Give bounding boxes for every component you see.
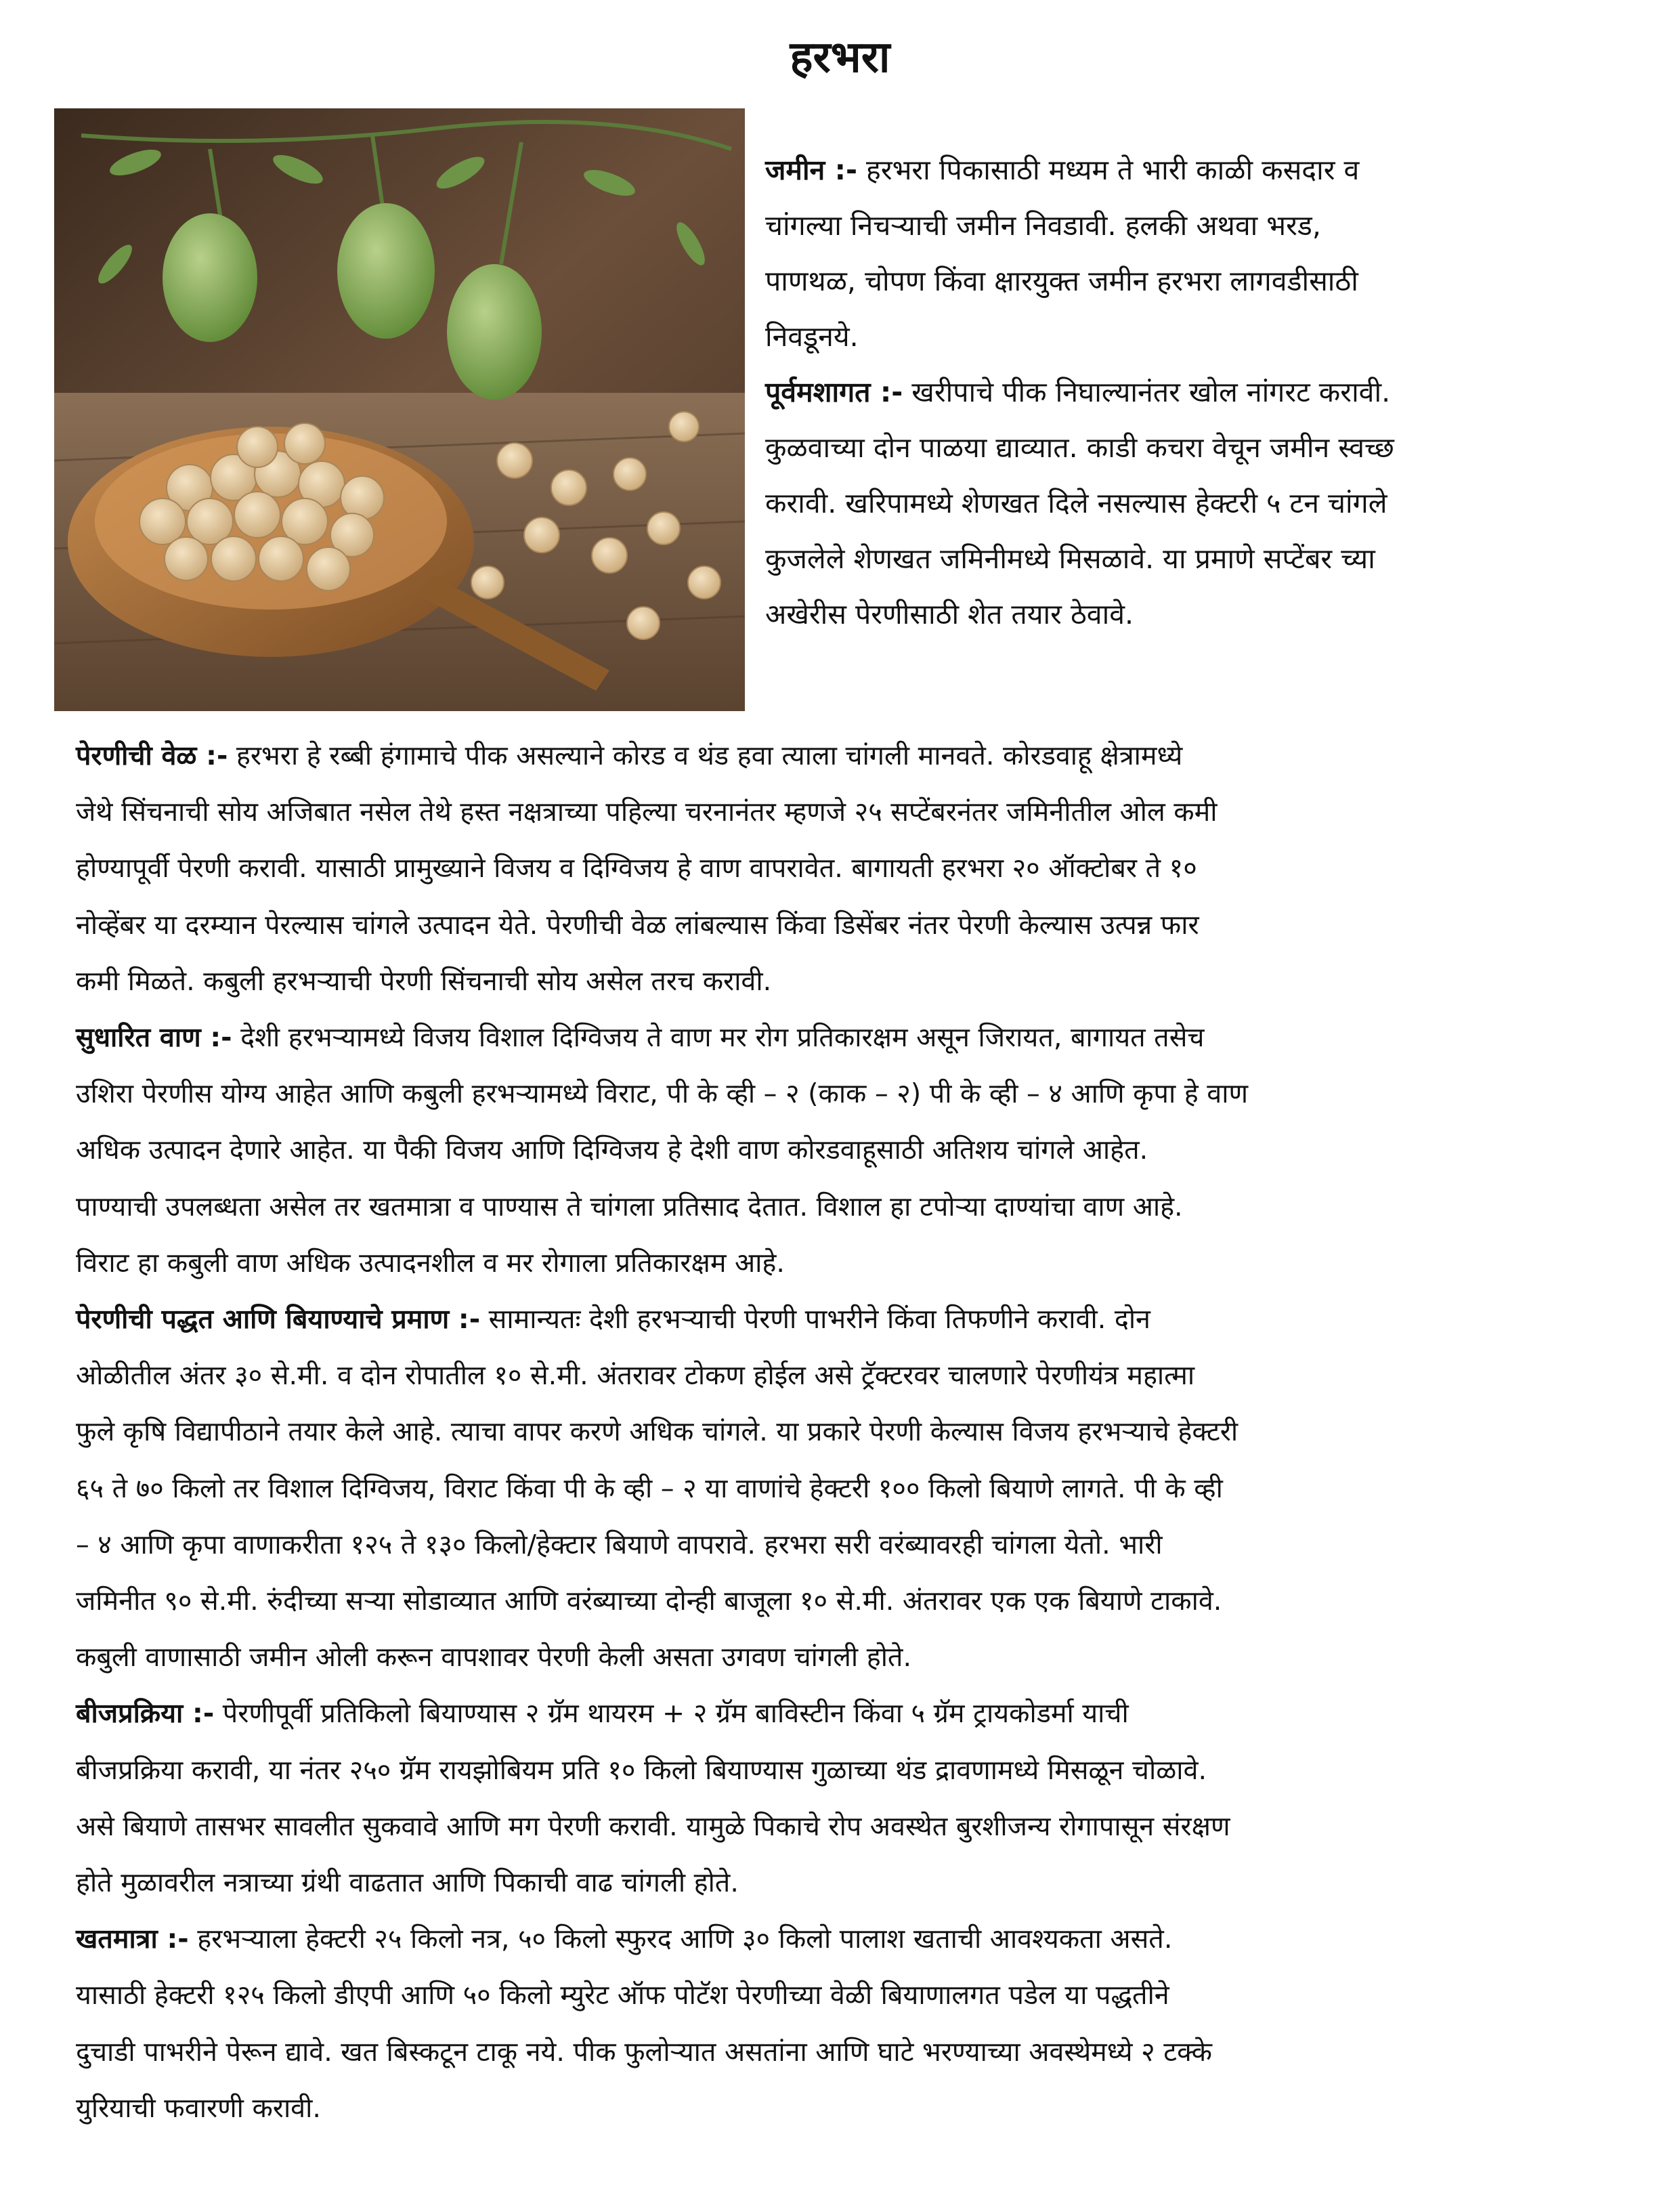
right-column-text	[765, 142, 1639, 642]
section-heading: जमीन :-	[765, 154, 858, 186]
section-heading: सुधारित वाण :-	[76, 1022, 232, 1054]
section-heading: पेरणीची वेळ :-	[76, 740, 228, 771]
section-body: पेरणीपूर्वी प्रतिकिलो बियाण्यास २ ग्रॅम थायरम + २ ग्रॅम बाविस्टीन किंवा ५ ग्रॅम ट्रायकोडर्मा याची बीजप्रक्रिया करावी, या नंतर २५० ग्रॅम रायझोबियम प्रति १० किलो बियाण्यास गुळाच्या थंड द्रावणामध्ये मिसळून चोळावे. असे बियाणे तासभर सावलीत सुकवावे आणि मग पेरणी करावी. यामुळे पिकाचे रोप अवस्थेत बुरशीजन्य रोगापासून संरक्षण होते मुळावरील नत्राच्या ग्रंथी वाढतात आणि पिकाची वाढ चांगली होते.	[76, 1698, 1230, 1899]
section-body: हरभरा पिकासाठी मध्यम ते भारी काळी कसदार व चांगल्या निचऱ्याची जमीन निवडावी. हलकी अथवा भरड, पाणथळ, चोपण किंवा क्षारयुक्त जमीन हरभरा लागवडीसाठी निवडूनये.	[765, 154, 1360, 353]
section-khatmatra	[76, 1911, 1620, 2137]
section-body: खरीपाचे पीक निघाल्यानंतर खोल नांगरट करावी. कुळवाच्या दोन पाळया द्याव्यात. काडी कचरा वेचून जमीन स्वच्छ करावी. खरिपामध्ये शेणखत दिले नसल्यास हेक्टरी ५ टन चांगले कुजलेले शेणखत जमिनीमध्ये मिसळावे. या प्रमाणे सप्टेंबर च्या अखेरीस पेरणीसाठी शेत तयार ठेवावे.	[765, 376, 1394, 631]
section-body: देशी हरभऱ्यामध्ये विजय विशाल दिग्विजय ते वाण मर रोग प्रतिकारक्षम असून जिरायत, बागायत तसेच उशिरा पेरणीस योग्य आहेत आणि कबुली हरभऱ्यामध्ये विराट, पी के व्ही – २ (काक – २) पी के व्ही – ४ आणि कृपा हे वाण अधिक उत्पादन देणारे आहेत. या पैकी विजय आणि दिग्विजय हे देशी वाण कोरडवाहूसाठी अतिशय चांगले आहेत. पाण्याची उपलब्धता असेल तर खतमात्रा व पाण्यास ते चांगला प्रतिसाद देतात. विशाल हा टपोऱ्या दाण्यांचा वाण आहे. विराट हा कबुली वाण अधिक उत्पादनशील व मर रोगाला प्रतिकारक्षम आहे.	[76, 1022, 1249, 1279]
section-peranichi-vel	[76, 728, 1620, 1010]
section-body: सामान्यतः देशी हरभऱ्याची पेरणी पाभरीने किंवा तिफणीने करावी. दोन ओळीतील अंतर ३० से.मी. व दोन रोपातील १० से.मी. अंतरावर टोकण होईल असे ट्रॅक्टरवर चालणारे पेरणीयंत्र महात्मा फुले कृषि विद्यापीठाने तयार केले आहे. त्याचा वापर करणे अधिक चांगले. या प्रकारे पेरणी केल्यास विजय हरभऱ्याचे हेक्टरी ६५ ते ७० किलो तर विशाल दिग्विजय, विराट किंवा पी के व्ही – २ या वाणांचे हेक्टरी १०० किलो बियाणे लागते. पी के व्ही – ४ आणि कृपा वाणाकरीता १२५ ते १३० किलो/हेक्टार बियाणे वापरावे. हरभरा सरी वरंब्यावरही चांगला येतो. भारी जमिनीत ९० से.मी. रुंदीच्या सऱ्या सोडाव्यात आणि वरंब्याच्या दोन्ही बाजूला १० से.मी. अंतरावर एक एक बियाणे टाकावे. कबुली वाणासाठी जमीन ओली करून वापशावर पेरणी केली असता उगवण चांगली होते.	[76, 1304, 1239, 1674]
section-beejprakriya	[76, 1686, 1620, 1911]
section-sudharit-van	[76, 1010, 1620, 1292]
section-heading: बीजप्रक्रिया :-	[76, 1698, 215, 1730]
section-perani-paddhat	[76, 1292, 1620, 1686]
section-body: हरभऱ्याला हेक्टरी २५ किलो नत्र, ५० किलो स्फुरद आणि ३० किलो पालाश खताची आवश्यकता असते. यासाठी हेक्टरी १२५ किलो डीएपी आणि ५० किलो म्युरेट ऑफ पोटॅश पेरणीच्या वेळी बियाणालगत पडेल या पद्धतीने दुचाडी पाभरीने पेरून द्यावे. खत बिस्कटून टाकू नये. पीक फुलोऱ्यात असतांना आणि घाटे भरण्याच्या अवस्थेमध्ये २ टक्के युरियाची फवारणी करावी.	[76, 1923, 1212, 2124]
section-body: हरभरा हे रब्बी हंगामाचे पीक असल्याने कोरड व थंड हवा त्याला चांगली मानवते. कोरडवाहू क्षेत्रामध्ये जेथे सिंचनाची सोय अजिबात नसेल तेथे हस्त नक्षत्राच्या पहिल्या चरनानंतर म्हणजे २५ सप्टेंबरनंतर जमिनीतील ओल कमी होण्यापूर्वी पेरणी करावी. यासाठी प्रामुख्याने विजय व दिग्विजय हे वाण वापरावेत. बागायती हरभरा २० ऑक्टोबर ते १० नोव्हेंबर या दरम्यान पेरल्यास चांगले उत्पादन येते. पेरणीची वेळ लांबल्यास किंवा डिसेंबर नंतर पेरणी केल्यास उत्पन्न फार कमी मिळते. कबुली हरभऱ्याची पेरणी सिंचनाची सोय असेल तरच करावी.	[76, 740, 1218, 997]
chickpea-photo	[54, 108, 745, 711]
page-title: हरभरा	[790, 33, 890, 83]
section-heading: खतमात्रा :-	[76, 1923, 189, 1955]
chickpea-photo-icon	[54, 108, 745, 711]
section-jamin	[765, 142, 1639, 364]
section-purvamashagat	[765, 364, 1639, 642]
section-heading: पूर्वमशागत :-	[765, 376, 903, 408]
section-heading: पेरणीची पद्धत आणि बियाण्याचे प्रमाण :-	[76, 1304, 481, 1336]
full-width-text	[76, 728, 1620, 2137]
